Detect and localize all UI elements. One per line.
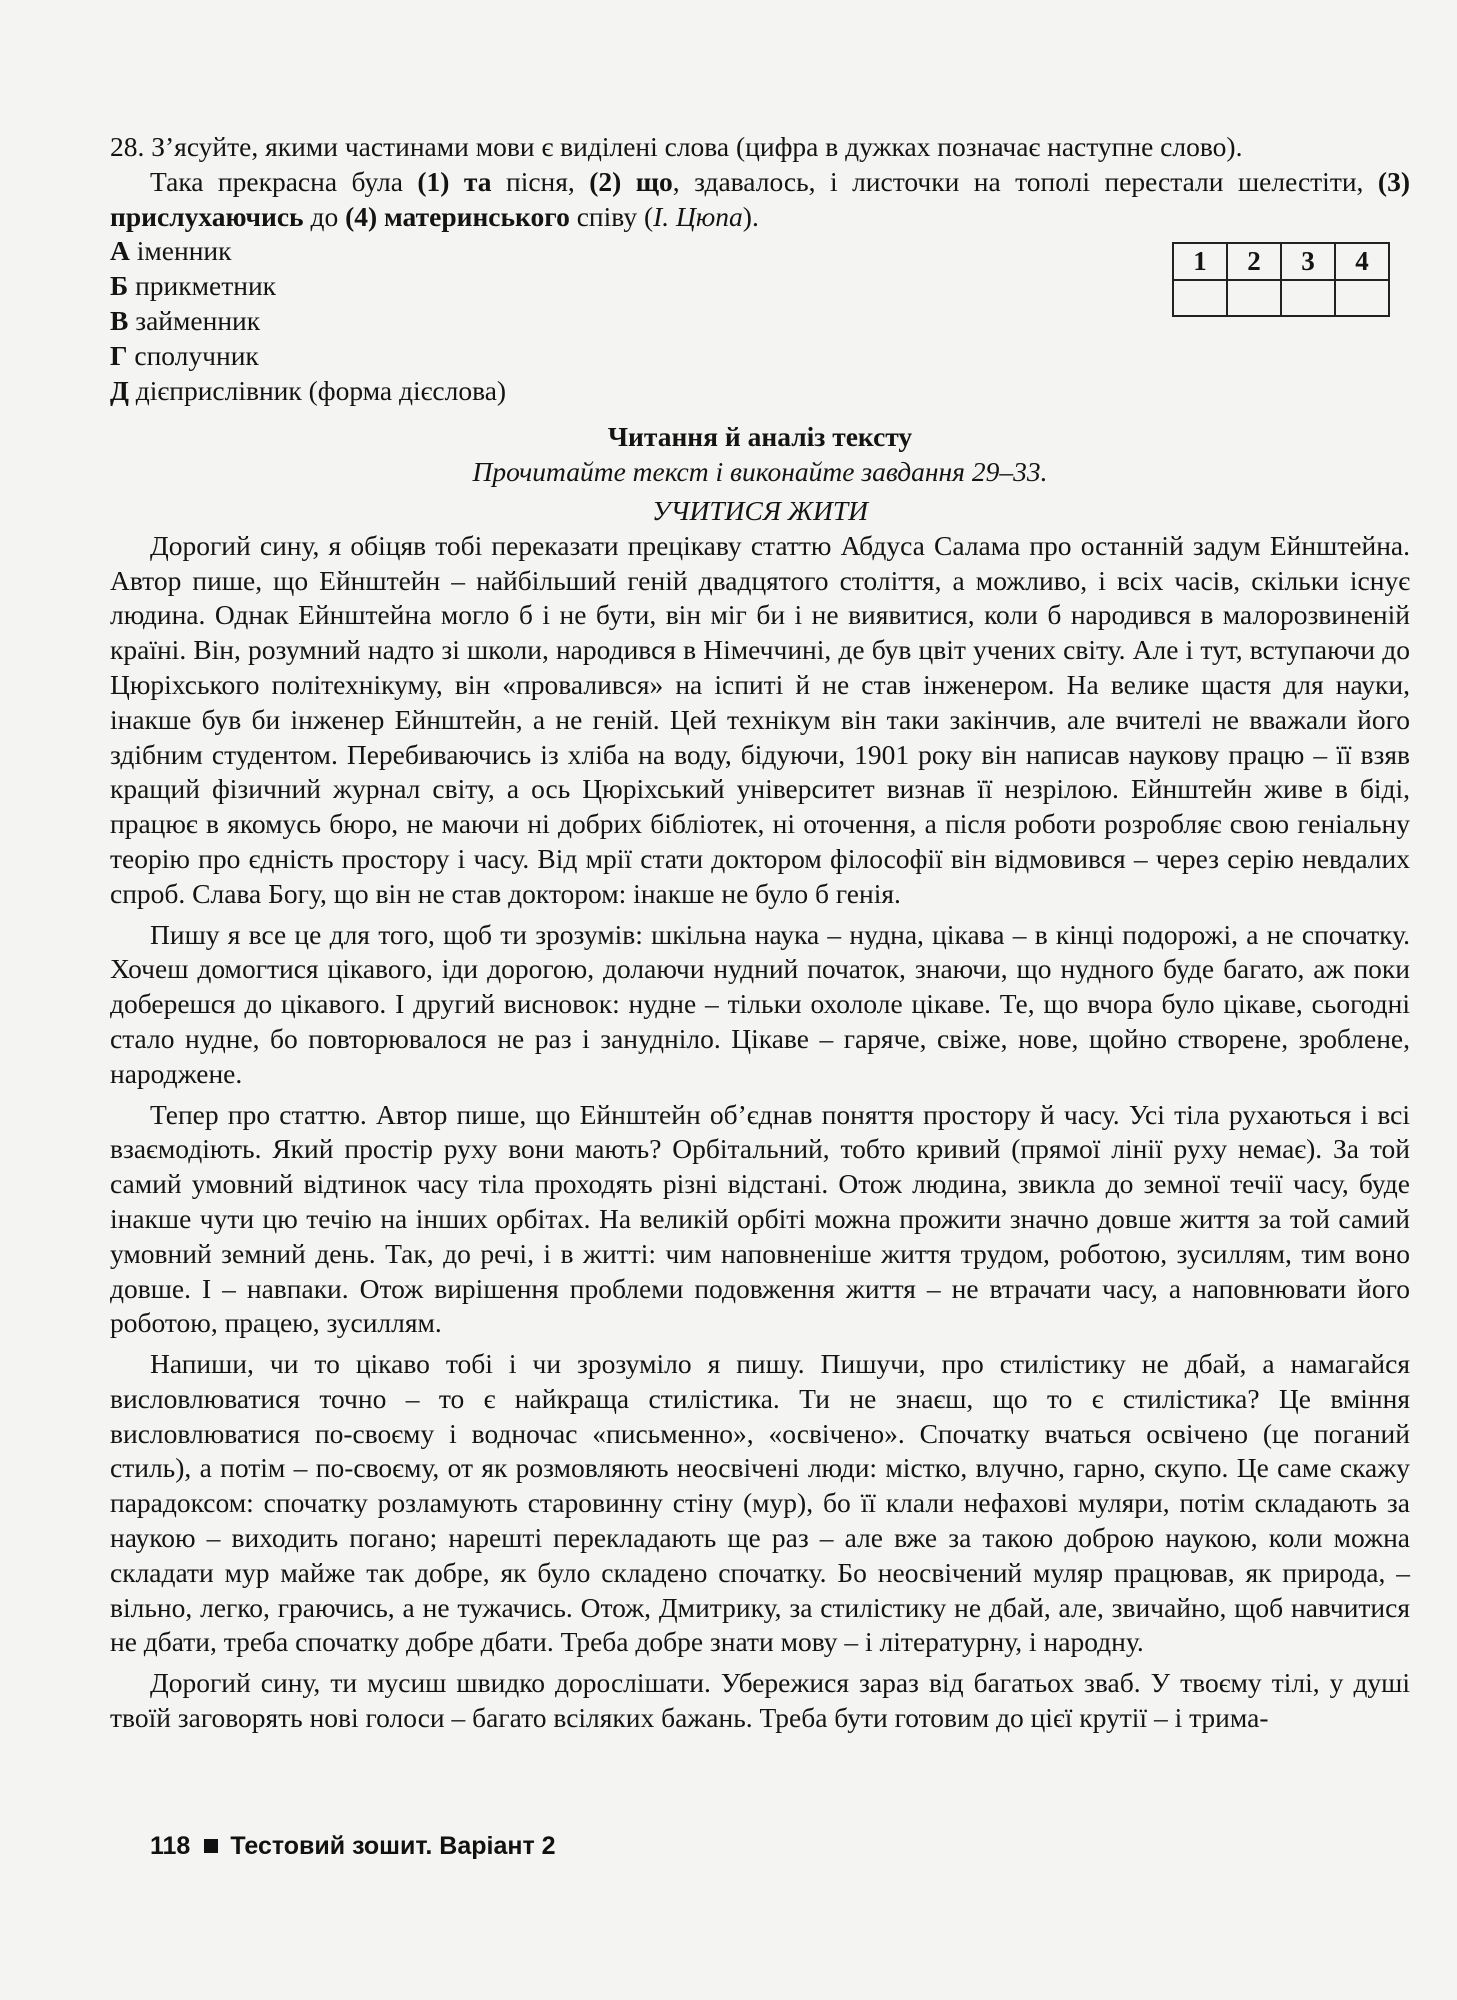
footer-label: Тестовий зошит. Варіант 2 <box>230 1832 556 1860</box>
question-stem: 28. З’ясуйте, якими частинами мови є виділені слова (цифра в дужках позначає наступне слово). <box>110 131 1243 162</box>
paragraph: Дорогий сину, ти мусиш швидко дорослішати. Убережися зараз від багатьох зваб. У твоєму тілі, у душі твоїй заговорять нові голоси – багато всіляких бажань. Треба бути готовим до цієї крутії – і трима- <box>110 1667 1410 1734</box>
page-number: 118 <box>150 1832 191 1860</box>
option-v: В займенник <box>110 304 261 336</box>
paragraph: Напиши, чи то цікаво тобі і чи зрозуміло я пишу. Пишучи, про стилістику не дбай, а намагайся висловлюватися точно – то є найкраща стилістика. Ти не знаєш, що то є стилістика? Це вміння висловлюватися по-своєму і водночас «письменно», «освічено». Спочатку вчаться освічено (це поганий стиль), а потім – по-своєму, от як розмовляють неосвічені люди: містко, влучно, гарно, скупо. Це саме скажу парадоксом: спочатку розламують старовинну стіну (мур), бо її клали нефахові муляри, потім складають за наукою – виходить погано; нарешті перекладають ще раз – але вже за такою доброю наукою, коли можна складати мур майже так добре, як було складено спочатку. Бо неосвічений муляр працював, як природа, – вільно, легко, граючись, а не тужачись. Отож, Дмитрику, за стилістику не дбай, але, звичайно, щоб навчитися не дбати, треба спочатку добре дбати. Треба добре знати мову – і літературну, і народну. <box>110 1348 1410 1658</box>
option-b: Б прикметник <box>110 270 277 302</box>
answer-grid <box>1172 242 1390 317</box>
grid-header-cell: 3 <box>1281 243 1335 280</box>
answer-cell-3[interactable] <box>1281 280 1335 316</box>
section-instruction: Прочитайте текст і виконайте завдання 29–33. <box>472 456 1048 488</box>
paragraph: Тепер про статтю. Автор пише, що Ейнштейн об’єднав поняття простору й часу. Усі тіла рухаються і всі взаємодіють. Який простір руху вони мають? Орбітальний, тобто кривий (прямої лінії руху немає). За той самий умовний відтинок часу тіла проходять різні відстані. Отож людина, звикла до земної течії часу, буде інакше чути цю течію на інших орбітах. На великій орбіті можна прожити значно довше життя за той самий умовний земний день. Так, до речі, і в житті: чим наповненіше життя трудом, роботою, зусиллям, тим воно довше. І – навпаки. Отож вирішення проблеми подовження життя – не втрачати часу, а наповнювати його роботою, працею, зусиллям. <box>110 1098 1410 1339</box>
text-title: УЧИТИСЯ ЖИТИ <box>652 494 868 526</box>
question-sentence: Така прекрасна була (1) та пісня, (2) що, здавалось, і листочки на тополі перестали шелестіти, (3) прислухаючись до (4) материнського співу (І. Цюпа). <box>110 165 1410 232</box>
page-footer <box>150 1832 556 1861</box>
answer-grid-row <box>1173 280 1389 316</box>
answer-cell-1[interactable] <box>1173 280 1227 316</box>
option-h: Г сполучник <box>110 339 259 371</box>
grid-header-cell: 4 <box>1335 243 1389 280</box>
grid-header-cell: 1 <box>1173 243 1227 280</box>
answer-grid-header <box>1173 243 1389 280</box>
page-content <box>110 130 1410 1736</box>
paragraph: Пишу я все це для того, щоб ти зрозумів: шкільна наука – нудна, цікава – в кінці подорожі, а не спочатку. Хочеш домогтися цікавого, іди дорогою, долаючи нудний початок, знаючи, що нудного буде багато, аж поки доберешся до цікавого. І другий висновок: нудне – тільки охололе цікаве. Те, що вчора було цікаве, сьогодні стало нудне, бо повторювалося не раз і занудніло. Цікаве – гаряче, свіже, нове, щойно створене, зроблене, народжене. <box>110 918 1410 1089</box>
section-title: Читання й аналіз тексту <box>607 421 913 453</box>
option-d: Д дієприслівник (форма дієслова) <box>110 374 507 406</box>
square-bullet-icon <box>204 1839 218 1853</box>
answer-cell-4[interactable] <box>1335 280 1389 316</box>
option-a: А іменник <box>110 235 232 267</box>
answer-cell-2[interactable] <box>1227 280 1281 316</box>
grid-header-cell: 2 <box>1227 243 1281 280</box>
paragraph: Дорогий сину, я обіцяв тобі переказати прецікаву статтю Абдуса Салама про останній задум Ейнштейна. Автор пише, що Ейнштейн – найбільший геній двадцятого століття, а можливо, і всіх часів, скільки існує людина. Однак Ейнштейна могло б і не бути, він міг би і не виявитися, коли б народився в малорозвиненій країні. Він, розумний надто зі школи, народився в Німеччині, де був цвіт учених світу. Але і тут, вступаючи до Цюріхського політехнікуму, він «провалився» на іспиті й не став інженером. На велике щастя для науки, інакше був би інженер Ейнштейн, а не геній. Цей технікум він таки закінчив, але вчителі не вважали його здібним студентом. Перебиваючись із хліба на воду, бідуючи, 1901 року він написав наукову працю – її взяв кращий фізичний журнал світу, а ось Цюріхський університет визнав її незрілою. Ейнштейн живе в біді, працює в якомусь бюро, не маючи ні добрих бібліотек, ні оточення, а після роботи розробляє свою геніальну теорію про єдність простору і часу. Від мрії стати доктором філософії він відмовився – через серію невдалих спроб. Слава Богу, що він не став доктором: інакше не було б генія. <box>110 529 1410 909</box>
